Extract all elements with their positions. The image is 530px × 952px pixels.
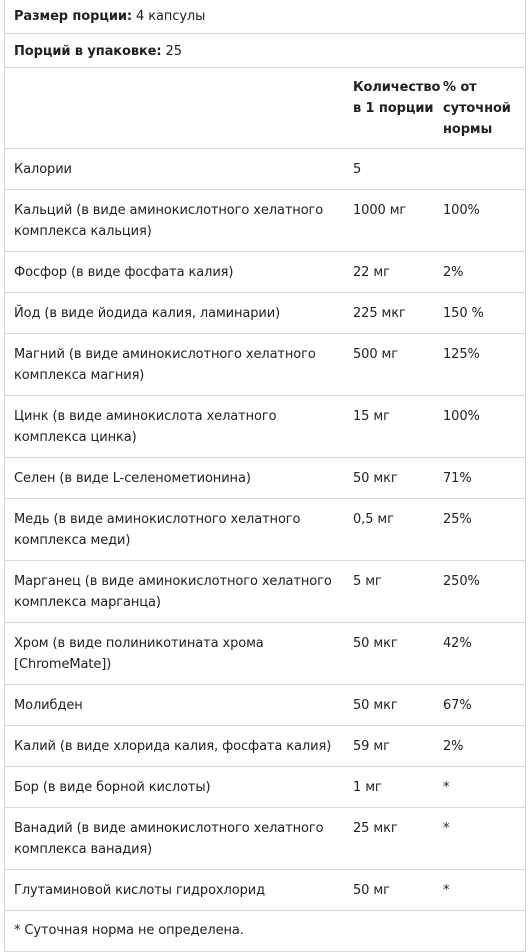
nutrient-name-cell: Кальций (в виде аминокислотного хелатного комплекса кальция) (5, 190, 351, 252)
table-header-row (5, 68, 525, 149)
amount-cell: 500 мг (351, 334, 442, 396)
amount-cell: 22 мг (351, 252, 442, 293)
nutrient-name-cell: Бор (в виде борной кислоты) (5, 767, 351, 808)
table-row (5, 252, 525, 293)
nutrient-name-cell: Хром (в виде полиникотината хрома [ChromeMate]) (5, 623, 351, 685)
amount-cell: 225 мкг (351, 293, 442, 334)
daily-value-cell: 150 % (442, 293, 525, 334)
nutrient-name-cell: Магний (в виде аминокислотного хелатного комплекса магния) (5, 334, 351, 396)
daily-value-cell (442, 149, 525, 190)
daily-value-cell: 25% (442, 499, 525, 561)
column-header-nutrient (5, 68, 351, 149)
daily-value-cell: 67% (442, 685, 525, 726)
serving-size-label: Размер порции: (14, 9, 132, 24)
table-row (5, 149, 525, 190)
servings-per-container-label: Порций в упаковке: (14, 44, 162, 59)
table-row (5, 293, 525, 334)
supplement-facts-panel (4, 0, 526, 952)
daily-value-cell: 250% (442, 561, 525, 623)
nutrient-name-cell: Цинк (в виде аминокислота хелатного комплекса цинка) (5, 396, 351, 458)
table-row (5, 334, 525, 396)
footnote: * Суточная норма не определена. (5, 910, 525, 951)
nutrient-name-cell: Ванадий (в виде аминокислотного хелатного комплекса ванадия) (5, 808, 351, 870)
amount-cell: 5 мг (351, 561, 442, 623)
nutrient-name-cell: Молибден (5, 685, 351, 726)
nutrient-name-cell: Марганец (в виде аминокислотного хелатного комплекса марганца) (5, 561, 351, 623)
table-row (5, 190, 525, 252)
amount-cell: 1000 мг (351, 190, 442, 252)
nutrient-name-cell: Йод (в виде йодида калия, ламинарии) (5, 293, 351, 334)
amount-cell: 50 мкг (351, 458, 442, 499)
nutrient-name-cell: Селен (в виде L-селенометионина) (5, 458, 351, 499)
nutrient-name-cell: Калории (5, 149, 351, 190)
amount-cell: 1 мг (351, 767, 442, 808)
daily-value-cell: * (442, 808, 525, 870)
daily-value-cell: 42% (442, 623, 525, 685)
daily-value-cell: 2% (442, 726, 525, 767)
table-row (5, 870, 525, 911)
nutrient-name-cell: Фосфор (в виде фосфата калия) (5, 252, 351, 293)
table-row (5, 726, 525, 767)
amount-cell: 50 мкг (351, 623, 442, 685)
daily-value-cell: * (442, 870, 525, 911)
table-row (5, 767, 525, 808)
daily-value-cell: * (442, 767, 525, 808)
daily-value-cell: 125% (442, 334, 525, 396)
nutrient-name-cell: Калий (в виде хлорида калия, фосфата калия) (5, 726, 351, 767)
table-row (5, 396, 525, 458)
amount-cell: 50 мг (351, 870, 442, 911)
servings-per-container-value: 25 (165, 44, 182, 59)
table-row (5, 561, 525, 623)
nutrient-table (5, 67, 525, 910)
daily-value-cell: 71% (442, 458, 525, 499)
table-row (5, 808, 525, 870)
table-row (5, 623, 525, 685)
table-row (5, 685, 525, 726)
nutrient-name-cell: Медь (в виде аминокислотного хелатного комплекса меди) (5, 499, 351, 561)
table-row (5, 458, 525, 499)
daily-value-cell: 100% (442, 190, 525, 252)
servings-per-container-row (5, 33, 525, 67)
amount-cell: 5 (351, 149, 442, 190)
serving-size-value: 4 капсулы (136, 9, 206, 24)
amount-cell: 25 мкг (351, 808, 442, 870)
daily-value-cell: 100% (442, 396, 525, 458)
amount-cell: 59 мг (351, 726, 442, 767)
amount-cell: 15 мг (351, 396, 442, 458)
amount-cell: 50 мкг (351, 685, 442, 726)
daily-value-cell: 2% (442, 252, 525, 293)
serving-size-row (5, 0, 525, 33)
column-header-daily-value: % от суточной нормы (442, 68, 525, 149)
table-row (5, 499, 525, 561)
amount-cell: 0,5 мг (351, 499, 442, 561)
nutrient-name-cell: Глутаминовой кислоты гидрохлорид (5, 870, 351, 911)
column-header-amount: Количество в 1 порции (351, 68, 442, 149)
